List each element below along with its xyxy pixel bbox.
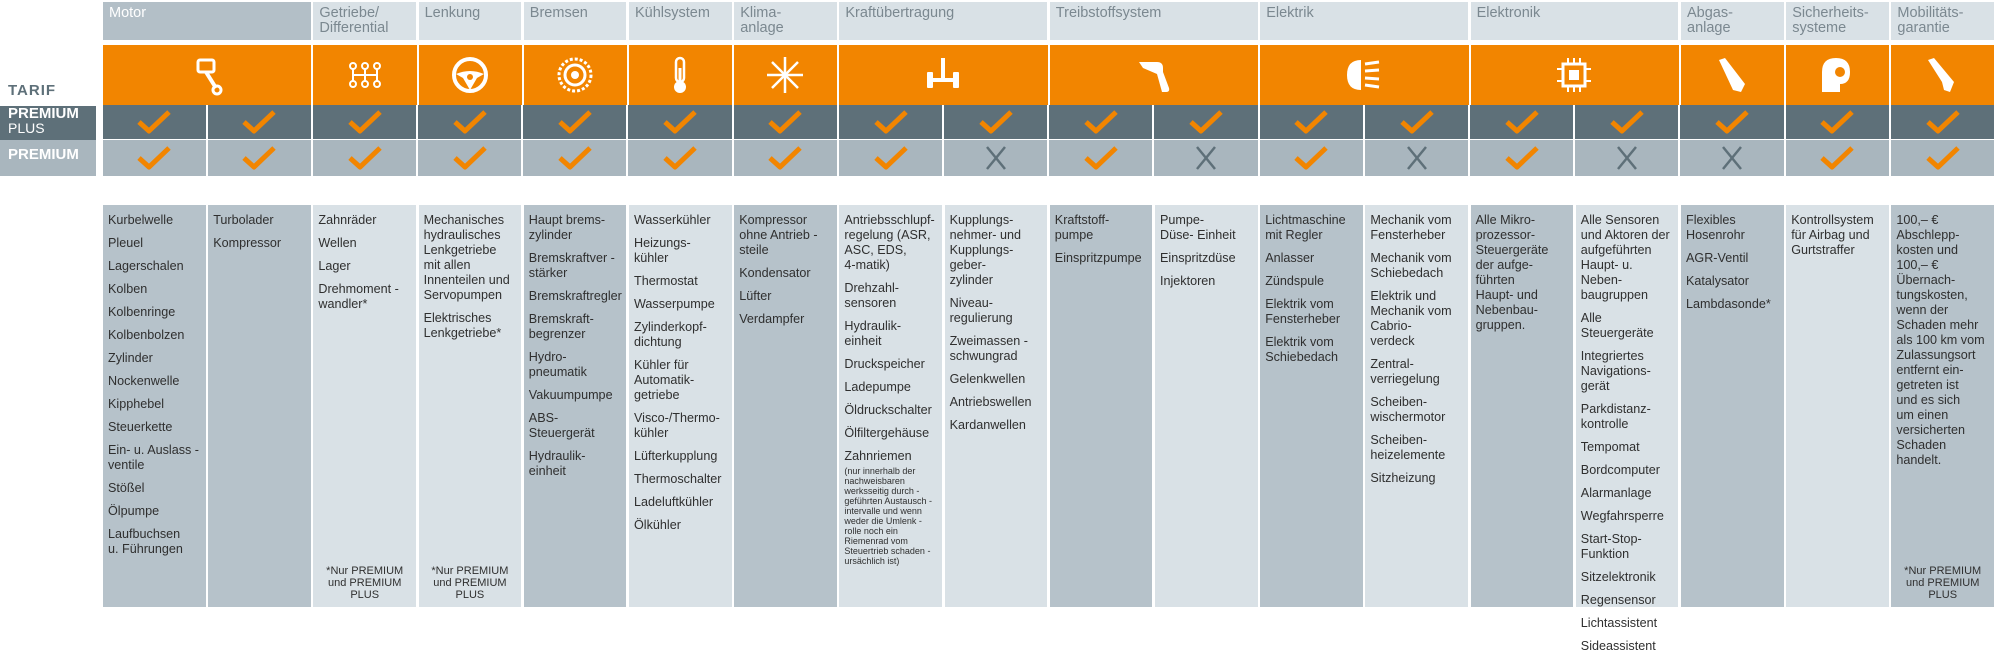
coverage-column-13: [1365, 205, 1468, 607]
row-separator: [416, 105, 418, 176]
coverage-item: Zweimassen - schwungrad: [949, 334, 1028, 363]
row-separator: [1363, 105, 1365, 176]
coverage-item: Alle Steuergeräte: [1580, 311, 1654, 340]
premium-plus-mark: [945, 105, 1048, 139]
coverage-item: Alle Sensoren und Aktoren der aufgeführten Haupt- u. Neben- baugruppen: [1580, 213, 1670, 302]
coverage-item: Injektoren: [1160, 274, 1216, 288]
coverage-item: Elektrik vom Fensterheber: [1265, 297, 1341, 326]
premium-mark: [1365, 140, 1468, 176]
premium-mark: [1786, 140, 1889, 176]
coverage-item: Kurbelwelle: [108, 213, 174, 227]
category-icon-cell-9: [1260, 45, 1468, 105]
row-separator: [1784, 105, 1786, 176]
coverage-item: Haupt brems- zylinder: [528, 213, 606, 242]
exhaust-icon: [1711, 54, 1753, 96]
check-icon: [452, 144, 488, 172]
premium-mark: [419, 140, 522, 176]
check-icon: [136, 144, 172, 172]
coverage-item: Zahnräder: [318, 213, 377, 227]
axle-icon: [922, 54, 964, 96]
premium-plus-mark: [1365, 105, 1468, 139]
premium-plus-mark: [103, 105, 206, 139]
premium-mark: [1155, 140, 1258, 176]
coverage-column-17: [1786, 205, 1889, 607]
check-icon: [241, 144, 277, 172]
coverage-column-18: [1891, 205, 1994, 607]
check-icon: [978, 108, 1014, 136]
check-icon: [1819, 108, 1855, 136]
coverage-item: Bremskraftver - stärker: [528, 251, 615, 280]
coverage-item: Thermoschalter: [634, 472, 722, 486]
coverage-item: Zündspule: [1265, 274, 1324, 288]
coverage-item: AGR-Ventil: [1686, 251, 1749, 265]
coverage-item: Nockenwelle: [108, 374, 180, 388]
coverage-item: Lambdasonde*: [1686, 297, 1771, 311]
coverage-item: Gelenkwellen: [949, 372, 1026, 386]
coverage-item: Hydro- pneumatik: [528, 350, 587, 379]
category-icon-cell-5: [629, 45, 732, 105]
category-header-13: Mobilitäts- garantie: [1891, 2, 1994, 40]
premium-mark: [1681, 140, 1784, 176]
row-separator: [206, 105, 208, 176]
premium-mark: [1050, 140, 1153, 176]
row-separator: [1152, 105, 1154, 176]
coverage-item: Zylinderkopf- dichtung: [634, 320, 707, 349]
coverage-column-1: [103, 205, 206, 607]
check-icon: [1083, 108, 1119, 136]
coverage-note: (nur innerhalb der nachweisbaren werksseitig durch - geführten Austausch - intervalle und wenn weder die Umlenk - rolle noch ein Riemenrad vom Steuertrieb schaden - ursächlich ist): [844, 466, 932, 566]
coverage-item: Flexibles Hosenrohr: [1686, 213, 1745, 242]
airbag-icon: [1816, 54, 1858, 96]
column-footnote: *Nur PREMIUM und PREMIUM PLUS: [326, 565, 404, 601]
gearbox-icon: [344, 54, 386, 96]
category-icon-cell-4: [524, 45, 627, 105]
category-header-5: Kühlsystem: [629, 2, 732, 40]
coverage-column-5: [524, 205, 627, 607]
premium-mark: [629, 140, 732, 176]
row-separator: [626, 105, 628, 176]
cross-icon: [978, 144, 1014, 172]
coverage-item: Kipphebel: [108, 397, 165, 411]
coverage-item: Visco-/Thermo- kühler: [634, 411, 720, 440]
premium-plus-mark: [1681, 105, 1784, 139]
check-icon: [1819, 144, 1855, 172]
coverage-column-12: [1260, 205, 1363, 607]
coverage-item: Lagerschalen: [108, 259, 184, 273]
check-icon: [1293, 108, 1329, 136]
coverage-item: Verdampfer: [739, 312, 805, 326]
coverage-column-11: [1155, 205, 1258, 607]
check-icon: [557, 108, 593, 136]
coverage-column-9: [945, 205, 1048, 607]
cross-icon: [1609, 144, 1645, 172]
row-separator: [942, 105, 944, 176]
coverage-item: Alarmanlage: [1580, 486, 1652, 500]
icon-bar-separator: [311, 45, 313, 105]
cross-icon: [1714, 144, 1750, 172]
check-icon: [1925, 108, 1961, 136]
coverage-column-6: [629, 205, 732, 607]
coverage-item: Sitzheizung: [1370, 471, 1436, 485]
row-separator: [1678, 105, 1680, 176]
cross-icon: [1399, 144, 1435, 172]
coverage-column-15: [1576, 205, 1679, 653]
coverage-item: Mechanik vom Fensterheber: [1370, 213, 1452, 242]
check-icon: [347, 144, 383, 172]
icon-bar-separator: [732, 45, 734, 105]
icon-bar-separator: [1469, 45, 1471, 105]
coverage-item: Lüfterkupplung: [634, 449, 718, 463]
coverage-item: Lüfter: [739, 289, 772, 303]
coverage-item: Druckspeicher: [844, 357, 925, 371]
coverage-item: Bremskraftregler: [528, 289, 622, 303]
check-icon: [1714, 108, 1750, 136]
coverage-item: Regensensor: [1580, 593, 1656, 607]
coverage-item: Einspritzdüse: [1160, 251, 1236, 265]
premium-mark: [1260, 140, 1363, 176]
icon-bar-separator: [1258, 45, 1260, 105]
check-icon: [873, 108, 909, 136]
check-icon: [662, 108, 698, 136]
coverage-item: Ölfiltergehäuse: [844, 426, 930, 440]
coverage-item: Turbolader: [213, 213, 274, 227]
premium-mark: [524, 140, 627, 176]
coverage-column-7: [734, 205, 837, 607]
check-icon: [1083, 144, 1119, 172]
category-header-2: Getriebe/ Differential: [313, 2, 416, 40]
premium-plus-mark: [208, 105, 311, 139]
piston-icon: [186, 54, 228, 96]
coverage-item: Zahnriemen: [844, 449, 912, 463]
premium-plus-mark: [1471, 105, 1574, 139]
coverage-item: Anlasser: [1265, 251, 1315, 265]
coverage-item: Laufbuchsen u. Führungen: [108, 527, 183, 556]
coverage-item: Elektrik vom Schiebedach: [1265, 335, 1339, 364]
icon-bar-separator: [1679, 45, 1681, 105]
coverage-item: Lichtassistent: [1580, 616, 1658, 630]
coverage-item: Wellen: [318, 236, 357, 250]
premium-plus-mark: [839, 105, 942, 139]
coverage-item: Öldruckschalter: [844, 403, 932, 417]
row-separator: [1047, 105, 1049, 176]
snowflake-icon: [764, 54, 806, 96]
row-separator: [837, 105, 839, 176]
coverage-item: Einspritzpumpe: [1054, 251, 1142, 265]
coverage-column-14: [1471, 205, 1574, 607]
coverage-item: Pumpe- Düse- Einheit: [1160, 213, 1236, 242]
coverage-item: Elektrisches Lenkgetriebe*: [423, 311, 502, 340]
coverage-item: Ladeluftkühler: [634, 495, 714, 509]
check-icon: [767, 108, 803, 136]
category-icon-cell-7: [839, 45, 1047, 105]
headlight-icon: [1343, 54, 1385, 96]
coverage-item: Vakuumpumpe: [528, 388, 613, 402]
coverage-item: ABS- Steuergerät: [528, 411, 595, 440]
coverage-column-10: [1050, 205, 1153, 607]
category-header-4: Bremsen: [524, 2, 627, 40]
check-icon: [452, 108, 488, 136]
category-icon-cell-2: [313, 45, 416, 105]
coverage-item: Heizungs- kühler: [634, 236, 691, 265]
coverage-item: Hydraulik- einheit: [844, 319, 902, 348]
coverage-item: Thermostat: [634, 274, 698, 288]
coverage-item: Zentral- verriegelung: [1370, 357, 1440, 386]
category-icon-cell-6: [734, 45, 837, 105]
brake-disc-icon: [554, 54, 596, 96]
category-header-3: Lenkung: [419, 2, 522, 40]
premium-mark: [945, 140, 1048, 176]
premium-plus-mark: [313, 105, 416, 139]
premium-plus-mark: [1891, 105, 1994, 139]
row-separator: [1468, 105, 1470, 176]
coverage-item: Lager: [318, 259, 351, 273]
premium-plus-mark: [629, 105, 732, 139]
premium-plus-mark: [734, 105, 837, 139]
coverage-item: Drehmoment - wandler*: [318, 282, 399, 311]
category-icon-cell-12: [1786, 45, 1889, 105]
icon-bar-separator: [417, 45, 419, 105]
coverage-column-8: [839, 205, 942, 607]
check-icon: [1504, 108, 1540, 136]
coverage-item: Ein- u. Auslass - ventile: [108, 443, 199, 472]
row-separator: [1573, 105, 1575, 176]
check-icon: [873, 144, 909, 172]
fuel-nozzle-icon: [1133, 54, 1175, 96]
row-separator: [311, 105, 313, 176]
category-icon-cell-11: [1681, 45, 1784, 105]
tarif-label: TARIF: [8, 82, 57, 99]
coverage-item: Zylinder: [108, 351, 153, 365]
column-footnote: *Nur PREMIUM und PREMIUM PLUS: [431, 565, 509, 601]
coverage-item: Tempomat: [1580, 440, 1640, 454]
row-label-premium-plus: [0, 106, 96, 140]
coverage-item: Parkdistanz- kontrolle: [1580, 402, 1651, 431]
check-icon: [1293, 144, 1329, 172]
check-icon: [136, 108, 172, 136]
category-header-6: Klima- anlage: [734, 2, 837, 40]
category-icon-cell-10: [1471, 45, 1679, 105]
icon-bar-separator: [1048, 45, 1050, 105]
check-icon: [1399, 108, 1435, 136]
premium-plus-mark: [1050, 105, 1153, 139]
check-icon: [662, 144, 698, 172]
coverage-item: Katalysator: [1686, 274, 1749, 288]
category-header-12: Sicherheits- systeme: [1786, 2, 1889, 40]
check-icon: [1504, 144, 1540, 172]
premium-mark: [313, 140, 416, 176]
row-label-premium-plus-line2: PLUS: [8, 120, 45, 136]
coverage-column-16: [1681, 205, 1784, 607]
coverage-item: Kolbenringe: [108, 305, 176, 319]
category-icon-cell-1: [103, 45, 311, 105]
coverage-item: Wegfahrsperre: [1580, 509, 1664, 523]
row-separator: [1258, 105, 1260, 176]
check-icon: [767, 144, 803, 172]
row-separator: [1889, 105, 1891, 176]
coverage-item: 100,– € Abschlepp- kosten und 100,– € Übernach- tungskosten, wenn der Schaden mehr als 100 km vom Zulassungsort entfernt ein- getreten ist und es sich um einen versicherten Schaden handelt.: [1896, 213, 1985, 467]
icon-bar-separator: [1889, 45, 1891, 105]
coverage-column-3: [313, 205, 416, 607]
coverage-item: Kupplungs- nehmer- und Kupplungs- geber- zylinder: [949, 213, 1021, 287]
check-icon: [1925, 144, 1961, 172]
category-icon-cell-13: [1891, 45, 1994, 105]
coverage-item: Scheiben- heizelemente: [1370, 433, 1446, 462]
coverage-item: Kraftstoff- pumpe: [1054, 213, 1110, 242]
thermometer-icon: [659, 54, 701, 96]
check-icon: [1609, 108, 1645, 136]
coverage-item: Start-Stop- Funktion: [1580, 532, 1642, 561]
coverage-item: Sideassistent: [1580, 639, 1656, 653]
premium-mark: [1576, 140, 1679, 176]
coverage-item: Mechanik vom Schiebedach: [1370, 251, 1452, 280]
icon-bar-separator: [837, 45, 839, 105]
steering-wheel-icon: [449, 54, 491, 96]
coverage-item: Sitzelektronik: [1580, 570, 1656, 584]
premium-mark: [839, 140, 942, 176]
coverage-item: Kondensator: [739, 266, 811, 280]
coverage-item: Kolbenbolzen: [108, 328, 185, 342]
coverage-item: Steuerkette: [108, 420, 173, 434]
coverage-item: Ölpumpe: [108, 504, 160, 518]
coverage-item: Kühler für Automatik- getriebe: [634, 358, 695, 402]
icon-bar-separator: [627, 45, 629, 105]
category-header-7: Kraftübertragung: [839, 2, 1047, 40]
premium-plus-mark: [1260, 105, 1363, 139]
tow-icon: [1922, 54, 1964, 96]
category-header-10: Elektronik: [1471, 2, 1679, 40]
premium-plus-mark: [1155, 105, 1258, 139]
row-separator: [732, 105, 734, 176]
premium-mark: [208, 140, 311, 176]
coverage-item: Antriebswellen: [949, 395, 1032, 409]
chip-icon: [1553, 54, 1595, 96]
check-icon: [241, 108, 277, 136]
coverage-item: Integriertes Navigations- gerät: [1580, 349, 1651, 393]
coverage-item: Bordcomputer: [1580, 463, 1660, 477]
coverage-item: Ladepumpe: [844, 380, 911, 394]
coverage-item: Alle Mikro- prozessor- Steuergeräte der aufge- führten Haupt- und Nebenbau- gruppen.: [1475, 213, 1549, 332]
coverage-item: Kardanwellen: [949, 418, 1026, 432]
icon-bar-separator: [1784, 45, 1786, 105]
check-icon: [557, 144, 593, 172]
coverage-column-4: [419, 205, 522, 607]
coverage-item: Antriebsschlupf- regelung (ASR, ASC, EDS, 4-matik): [844, 213, 935, 272]
coverage-column-2: [208, 205, 311, 607]
check-icon: [347, 108, 383, 136]
icon-bar-separator: [522, 45, 524, 105]
category-header-1: Motor: [103, 2, 311, 40]
coverage-item: Niveau- regulierung: [949, 296, 1013, 325]
coverage-item: Scheiben- wischermotor: [1370, 395, 1446, 424]
category-header-8: Treibstoffsystem: [1050, 2, 1258, 40]
check-icon: [1188, 108, 1224, 136]
coverage-item: Ölkühler: [634, 518, 681, 532]
coverage-item: Pleuel: [108, 236, 144, 250]
row-label-premium-plus-line1: PREMIUM: [8, 105, 79, 122]
category-header-11: Abgas- anlage: [1681, 2, 1784, 40]
premium-mark: [734, 140, 837, 176]
premium-plus-mark: [419, 105, 522, 139]
coverage-item: Kompressor: [213, 236, 282, 250]
column-footnote: *Nur PREMIUM und PREMIUM PLUS: [1904, 565, 1982, 601]
premium-plus-mark: [1786, 105, 1889, 139]
cross-icon: [1188, 144, 1224, 172]
premium-mark: [103, 140, 206, 176]
coverage-item: Hydraulik- einheit: [528, 449, 586, 478]
coverage-item: Lichtmaschine mit Regler: [1265, 213, 1346, 242]
coverage-item: Stößel: [108, 481, 145, 495]
coverage-item: Wasserpumpe: [634, 297, 715, 311]
premium-plus-mark: [524, 105, 627, 139]
category-icon-cell-8: [1050, 45, 1258, 105]
coverage-item: Wasserkühler: [634, 213, 711, 227]
row-label-premium: PREMIUM: [0, 140, 96, 176]
premium-mark: [1471, 140, 1574, 176]
coverage-item: Drehzahl- sensoren: [844, 281, 899, 310]
premium-plus-mark: [1576, 105, 1679, 139]
coverage-item: Kompressor ohne Antrieb - steile: [739, 213, 818, 257]
premium-mark: [1891, 140, 1994, 176]
coverage-item: Kontrollsystem für Airbag und Gurtstraffer: [1791, 213, 1874, 257]
category-header-9: Elektrik: [1260, 2, 1468, 40]
row-separator: [521, 105, 523, 176]
coverage-item: Bremskraft- begrenzer: [528, 312, 594, 341]
coverage-item: Mechanisches hydraulisches Lenkgetriebe mit allen Innenteilen und Servopumpen: [423, 213, 510, 302]
coverage-item: Elektrik und Mechanik vom Cabrio- verdeck: [1370, 289, 1452, 348]
category-icon-cell-3: [419, 45, 522, 105]
coverage-item: Kolben: [108, 282, 148, 296]
